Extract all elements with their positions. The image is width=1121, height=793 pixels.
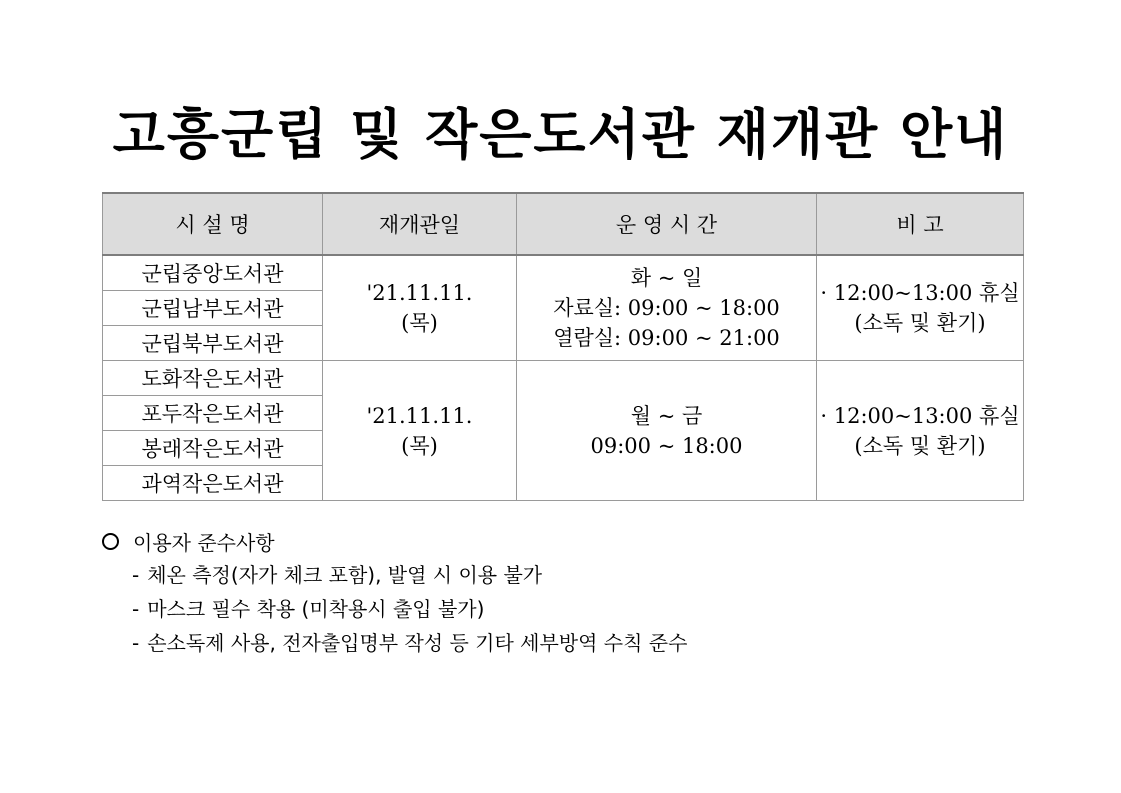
header-facility: 시 설 명 [103, 193, 323, 255]
facility-name: 군립남부도서관 [103, 291, 323, 326]
guideline-text: 마스크 필수 착용 (미착용시 출입 불가) [147, 597, 485, 621]
hours-reading-room: 열람실: 09:00 ~ 21:00 [553, 326, 780, 350]
reopen-date: '21.11.11. [366, 281, 473, 305]
table-row [103, 361, 1024, 396]
dash-marker: - [132, 563, 140, 587]
remarks-cell [817, 255, 1024, 361]
hours-reference-room: 자료실: 09:00 ~ 18:00 [553, 296, 780, 320]
facility-name: 도화작은도서관 [103, 361, 323, 396]
header-reopen-date: 재개관일 [323, 193, 517, 255]
reopen-date-cell [323, 361, 517, 501]
operating-hours: 09:00 ~ 18:00 [590, 433, 743, 458]
list-item [132, 592, 687, 626]
circle-bullet-icon [102, 533, 119, 550]
remarks-reason: (소독 및 환기) [854, 311, 986, 335]
library-reopening-table [102, 192, 1024, 501]
facility-name: 군립중앙도서관 [103, 255, 323, 291]
page-title: 고흥군립 및 작은도서관 재개관 안내 [112, 102, 1009, 166]
user-guidelines [102, 524, 687, 660]
remarks-closure: · 12:00~13:00 휴실 [820, 403, 1020, 428]
list-item [132, 558, 687, 592]
remarks-closure: · 12:00~13:00 휴실 [820, 281, 1020, 305]
facility-name: 과역작은도서관 [103, 466, 323, 501]
guidelines-heading-row [102, 524, 687, 558]
list-item [132, 626, 687, 660]
remarks-reason: (소독 및 환기) [854, 433, 986, 458]
table-header-row [103, 193, 1024, 255]
operating-days: 월 ~ 금 [630, 403, 703, 428]
facility-name: 봉래작은도서관 [103, 431, 323, 466]
guidelines-heading: 이용자 준수사항 [133, 530, 275, 555]
reopen-date-cell [323, 255, 517, 361]
table-row [103, 255, 1024, 291]
facility-name: 군립북부도서관 [103, 326, 323, 361]
reopen-weekday: (목) [401, 311, 438, 335]
facility-name: 포두작은도서관 [103, 396, 323, 431]
reopen-weekday: (목) [401, 433, 438, 458]
guideline-text: 손소독제 사용, 전자출입명부 작성 등 기타 세부방역 수칙 준수 [147, 631, 688, 655]
operating-hours-cell [517, 255, 817, 361]
reopen-date: '21.11.11. [366, 403, 473, 428]
small-library-group [103, 361, 1024, 501]
remarks-cell [817, 361, 1024, 501]
county-library-group [103, 255, 1024, 361]
header-operating-hours: 운 영 시 간 [517, 193, 817, 255]
dash-marker: - [132, 597, 140, 621]
operating-hours-cell [517, 361, 817, 501]
guideline-text: 체온 측정(자가 체크 포함), 발열 시 이용 불가 [147, 563, 543, 587]
operating-days: 화 ~ 일 [630, 266, 703, 290]
header-remarks: 비 고 [817, 193, 1024, 255]
dash-marker: - [132, 631, 140, 655]
